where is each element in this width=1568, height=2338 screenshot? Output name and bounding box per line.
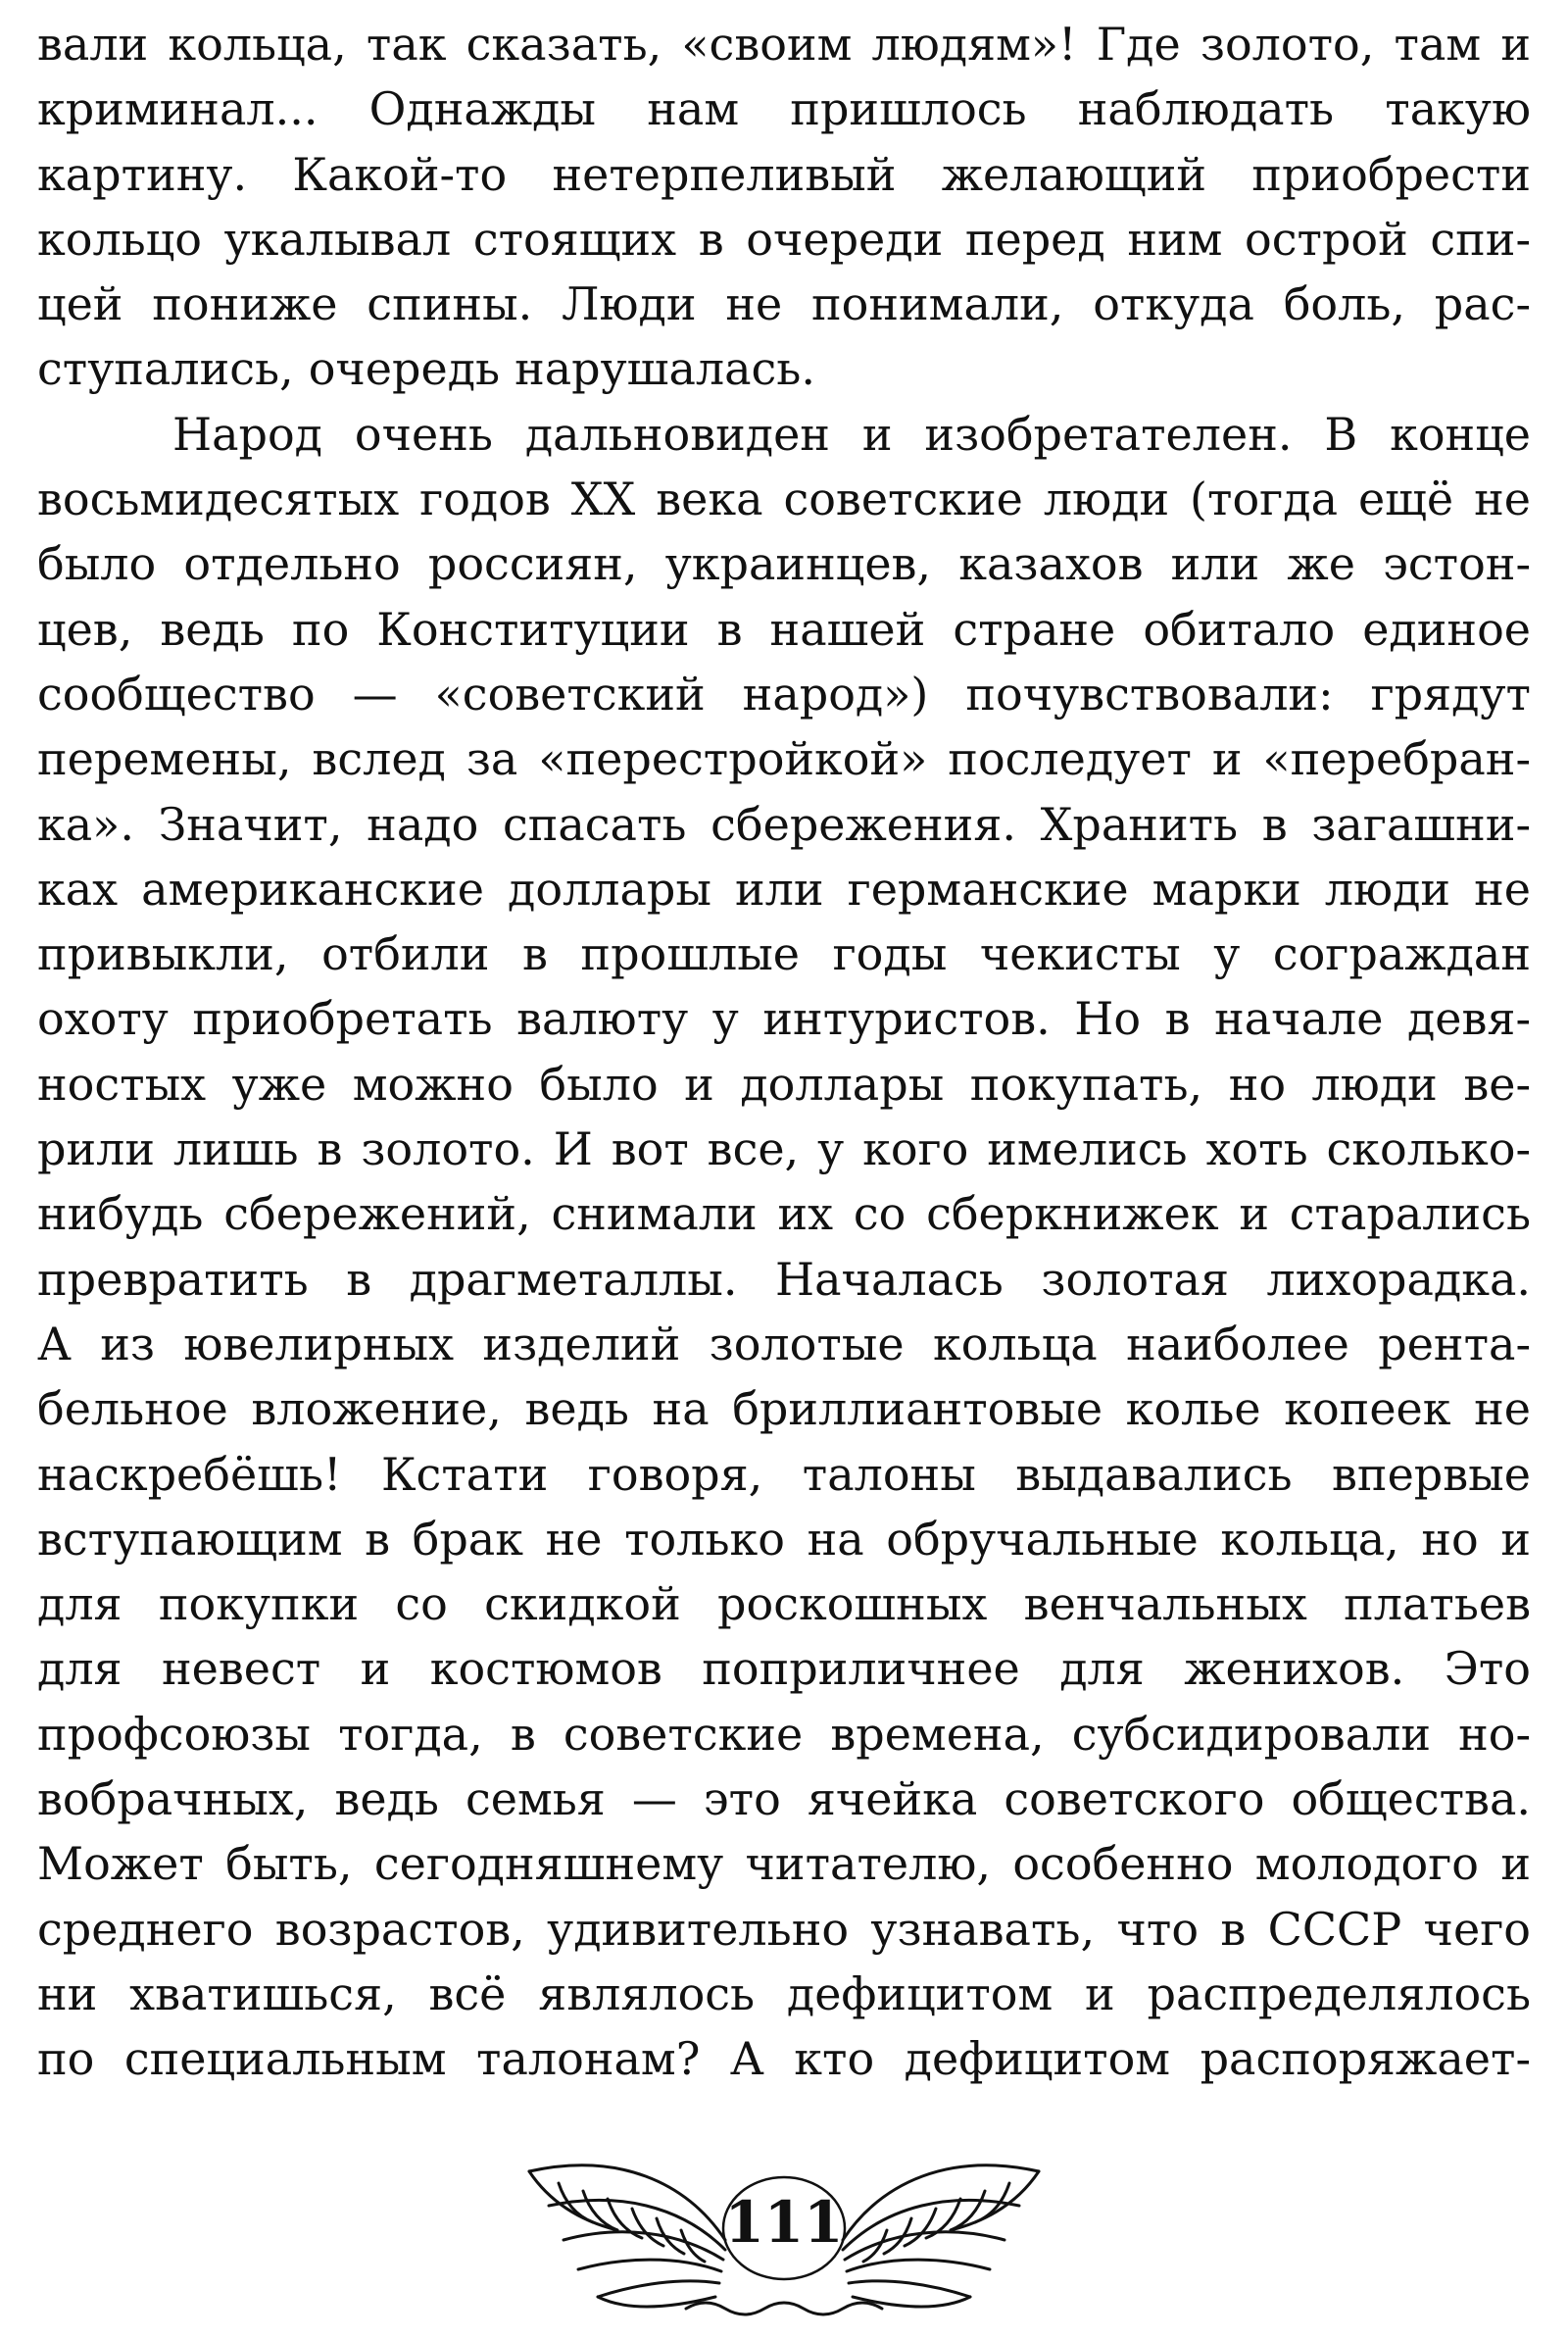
text-line: бельное вложение, ведь на бриллиантовые колье копеек не [37, 1382, 1531, 1436]
text-line: охоту приобретать валюту у интуристов. Но в начале девя- [37, 992, 1531, 1046]
text-line: Может быть, сегодняшнему читателю, особенно молодого и [37, 1837, 1531, 1891]
text-line: для невест и костюмов поприличнее для женихов. Это [37, 1642, 1531, 1696]
text-line: среднего возрастов, удивительно узнавать, что в СССР чего [37, 1902, 1531, 1956]
paragraph-2 [37, 402, 1531, 2092]
text-line: нибудь сбережений, снимали их со сберкнижек и старались [37, 1187, 1531, 1241]
text-line: А из ювелирных изделий золотые кольца наиболее рента- [37, 1317, 1531, 1370]
page-number: 111 [724, 2189, 844, 2256]
text-line: картину. Какой-то нетерпеливый желающий приобрести [37, 147, 1531, 201]
text-line: ностых уже можно было и доллары покупать, но люди ве- [37, 1057, 1531, 1111]
text-line: привыкли, отбили в прошлые годы чекисты у сограждан [37, 927, 1531, 981]
text-line: сообщество — «советский народ») почувствовали: грядут [37, 667, 1531, 721]
text-line: ках американские доллары или германские марки люди не [37, 862, 1531, 916]
text-line: Народ очень дальновиден и изобретателен. В конце [172, 407, 1531, 461]
text-line: цев, ведь по Конституции в нашей стране обитало единое [37, 602, 1531, 656]
page-body [37, 12, 1531, 2092]
text-line: вступающим в брак не только на обручальные кольца, но и [37, 1512, 1531, 1566]
text-line: криминал... Однажды нам пришлось наблюдать такую [37, 82, 1531, 136]
page-footer [490, 2113, 1078, 2328]
text-line: ка». Значит, надо спасать сбережения. Хранить в загашни- [37, 797, 1531, 851]
text-line: рили лишь в золото. И вот все, у кого имелись хоть сколько- [37, 1122, 1531, 1176]
text-line: кольцо укалывал стоящих в очереди перед ним острой спи- [37, 212, 1531, 266]
paragraph-1 [37, 12, 1531, 402]
text-line: для покупки со скидкой роскошных венчальных платьев [37, 1577, 1531, 1631]
text-line: перемены, вслед за «перестройкой» последует и «перебран- [37, 732, 1531, 786]
text-line: цей пониже спины. Люди не понимали, откуда боль, рас- [37, 277, 1531, 331]
text-line: ступались, очередь нарушалась. [37, 342, 815, 396]
text-line: превратить в драгметаллы. Началась золотая лихорадка. [37, 1252, 1531, 1306]
text-line: вали кольца, так сказать, «своим людям»! Где золото, там и [37, 18, 1531, 71]
text-line: было отдельно россиян, украинцев, казахов или же эстон- [37, 537, 1531, 591]
text-line: по специальным талонам? А кто дефицитом распоряжает- [37, 2032, 1531, 2086]
text-line: ни хватишься, всё являлось дефицитом и распределялось [37, 1966, 1531, 2020]
text-line: профсоюзы тогда, в советские времена, субсидировали но- [37, 1707, 1531, 1761]
text-line: наскребёшь! Кстати говоря, талоны выдавались впервые [37, 1447, 1531, 1501]
text-line: вобрачных, ведь семья — это ячейка советского общества. [37, 1772, 1531, 1826]
text-line: восьмидесятых годов ХХ века советские люди (тогда ещё не [37, 473, 1531, 526]
